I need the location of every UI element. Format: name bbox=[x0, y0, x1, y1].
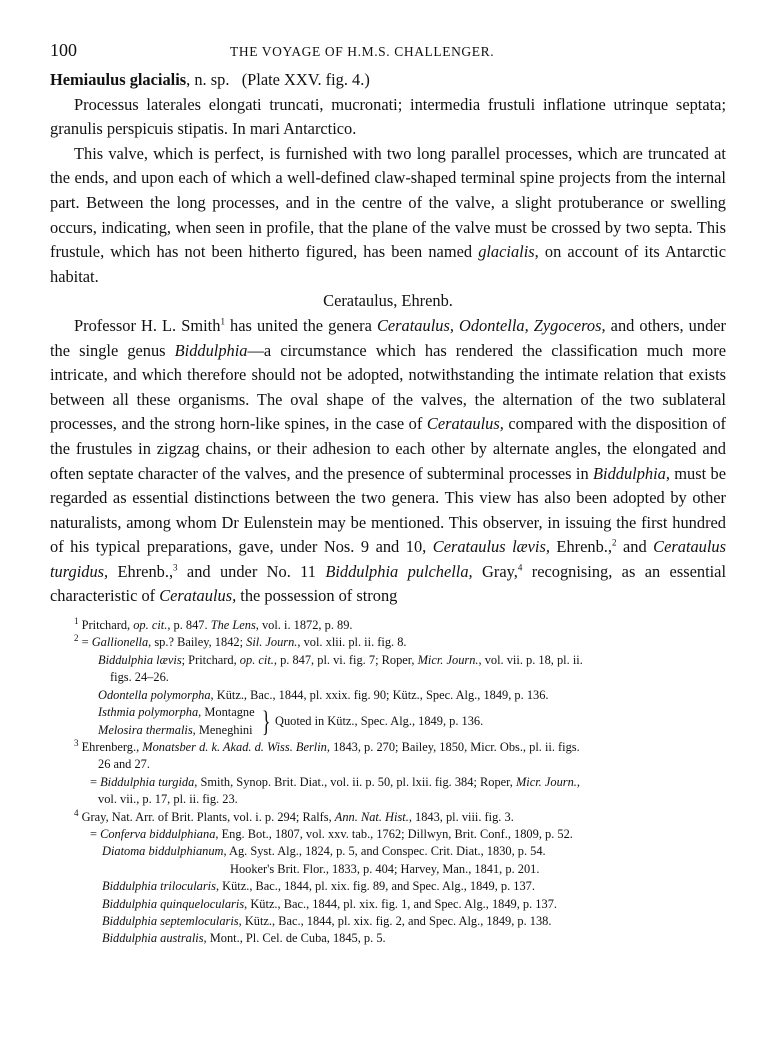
italic-run: Biddulphia, bbox=[593, 463, 670, 483]
fn-text: = bbox=[90, 774, 101, 789]
footnote-line bbox=[50, 652, 726, 669]
footnotes bbox=[50, 617, 726, 948]
fn-italic: Biddulphia lævis bbox=[98, 652, 182, 667]
text-run: and under No. 11 bbox=[177, 561, 326, 581]
fn-italic: Micr. Journ. bbox=[515, 774, 577, 789]
text-run: compared with the disposition of the frustules in zigzag chains, or their adhesion to each other by alternate angles, the elongated and often septate character of the valves, and the presence of subterminal processes in bbox=[50, 414, 726, 483]
footnote-ref-1[interactable]: 1 bbox=[220, 316, 225, 327]
fn-italic: Sil. Journ. bbox=[246, 635, 298, 650]
italic-run: Cerataulus lævis, bbox=[432, 537, 550, 557]
footnote-1 bbox=[50, 617, 726, 634]
fn-text: , Mont., Pl. Cel. de Cuba, 1845, p. 5. bbox=[203, 931, 386, 946]
fn-italic: Micr. Journ. bbox=[417, 652, 479, 667]
fn-text: , Ag. Syst. Alg., 1824, p. 5, and Conspec. Crit. Diat., 1830, p. 54. bbox=[223, 844, 546, 859]
fn-text: , 1843, p. 270; Bailey, 1850, Micr. Obs., pl. ii. figs. bbox=[326, 739, 580, 754]
species-suffix: , n. sp. bbox=[186, 70, 230, 89]
fn-text: , Meneghini bbox=[192, 722, 253, 737]
footnote-number: 3 bbox=[74, 737, 79, 748]
footnote-line bbox=[50, 634, 726, 651]
fn-italic: Biddulphia quinquelocularis bbox=[102, 896, 245, 911]
footnote-line bbox=[50, 809, 726, 826]
fn-italic: Diatoma biddulphianum bbox=[102, 844, 224, 859]
text-run: recognising, as an essential characteristic of bbox=[50, 561, 727, 606]
fn-text: , Kütz., Bac., 1844, pl. xix. fig. 2, and Spec. Alg., 1849, p. 138. bbox=[238, 913, 552, 928]
footnote-ref-4[interactable]: 4 bbox=[517, 562, 523, 573]
footnote-ref-2[interactable]: 2 bbox=[611, 537, 617, 548]
footnote-2 bbox=[50, 634, 726, 738]
italic-run: Cerataulus turgidus, bbox=[50, 537, 727, 581]
plate-reference: (Plate XXV. fig. 4.) bbox=[241, 70, 370, 89]
footnote-brace-group bbox=[50, 704, 726, 739]
fn-italic: The Lens bbox=[210, 618, 256, 633]
genus-name: Cerataulus bbox=[323, 291, 394, 311]
footnote-line bbox=[50, 739, 726, 756]
footnote-line bbox=[50, 878, 726, 895]
fn-text: , vol. i. 1872, p. 89. bbox=[255, 618, 353, 633]
fn-text: , sp.? Bailey, 1842; bbox=[148, 635, 247, 650]
fn-text: , Montagne bbox=[198, 705, 255, 720]
genus-heading bbox=[50, 289, 726, 314]
fn-italic: op. cit. bbox=[133, 618, 168, 633]
latin-description: Processus laterales elongati truncati, mucronati; intermedia frustuli inflatione utrinque septata; granulis perspicuis stipatis. In mari Antarctico. bbox=[50, 94, 726, 139]
footnote-3 bbox=[50, 739, 726, 809]
fn-text: = bbox=[81, 635, 92, 650]
species-heading bbox=[50, 68, 726, 93]
fn-text: Ehrenberg., bbox=[81, 739, 143, 754]
page bbox=[50, 40, 726, 948]
text-run: Ehrenb., bbox=[108, 561, 174, 581]
brace-left bbox=[98, 704, 255, 739]
genus-authority: , Ehrenb. bbox=[393, 291, 453, 311]
main-paragraph bbox=[50, 314, 726, 609]
footnote-line bbox=[98, 704, 255, 721]
footnote-line bbox=[50, 930, 726, 947]
text-run: Ehrenb., bbox=[549, 537, 612, 557]
fn-italic: Odontella polymorpha bbox=[98, 687, 211, 702]
footnote-line: 26 and 27. bbox=[98, 757, 150, 772]
fn-text: , bbox=[576, 774, 580, 789]
fn-text: , Kütz., Bac., 1844, pl. xix. fig. 1, and Spec. Alg., 1849, p. 137. bbox=[244, 896, 557, 911]
text-run: the possession of strong bbox=[236, 586, 398, 606]
running-head: THE VOYAGE OF H.M.S. CHALLENGER. bbox=[230, 44, 495, 59]
fn-italic: op. cit. bbox=[239, 652, 274, 667]
italic-run: Cerataulus, bbox=[426, 414, 504, 434]
text-run: has united the genera bbox=[224, 315, 377, 335]
italic-run: Biddulphia bbox=[174, 340, 248, 360]
fn-italic: Biddulphia australis bbox=[102, 931, 204, 946]
footnote-line bbox=[50, 826, 726, 843]
description-text: This valve, which is perfect, is furnished with two long parallel processes, which are truncated at the ends, and upon each of which a well-defined claw-shaped terminal spine projects from the internal part. Between the long processes, and in the centre of the valve, a slight protuberance or swelling occurs, indicating, when seen in profile, that the plane of the valve must be crossed by two septa. This frustule, which has not been hitherto figured, has been named bbox=[50, 143, 726, 262]
footnote-number: 4 bbox=[74, 807, 79, 818]
footnote-ref-3[interactable]: 3 bbox=[173, 562, 178, 573]
footnote-line bbox=[50, 896, 726, 913]
fn-text: , vol. vii. p. 18, pl. ii. bbox=[478, 652, 583, 667]
text-run: —a circumstance which has rendered the classification much more intricate, and which therefore should not be adopted, notwithstanding the intimate relation that exists between all these organisms. The oval shape of the valves, the alternation of the two sublateral processes, and the strong horn-like spines, in the case of bbox=[50, 340, 726, 434]
text-run: Gray, bbox=[472, 561, 518, 581]
footnote-line bbox=[50, 913, 726, 930]
fn-text: Pritchard, bbox=[81, 618, 134, 633]
footnote-line bbox=[98, 722, 255, 739]
fn-italic: Biddulphia trilocularis bbox=[102, 879, 216, 894]
text-run: and others, under the single genus bbox=[50, 315, 727, 360]
body-text bbox=[50, 68, 726, 609]
footnote-line: figs. 24–26. bbox=[110, 670, 169, 685]
fn-italic: Melosira thermalis bbox=[98, 722, 193, 737]
fn-italic: Biddulphia septemlocularis bbox=[102, 913, 239, 928]
fn-italic: Ann. Nat. Hist. bbox=[334, 809, 409, 824]
fn-text: , vol. xlii. pl. ii. fig. 8. bbox=[297, 635, 407, 650]
text-run: must be regarded as essential distinctions between the two genera. This view has also been adopted by other naturalists, among whom Dr Eulenstein may be mentioned. This observer, in issuing the first hundred of his typical preparations, gave, under Nos. 9 and 10, bbox=[50, 463, 726, 557]
fn-italic: Isthmia polymorpha bbox=[98, 705, 199, 720]
description-text-end: , on account of its Antarctic habitat. bbox=[50, 242, 726, 286]
fn-italic: Monatsber d. k. Akad. d. Wiss. Berlin bbox=[142, 739, 327, 754]
description-paragraph bbox=[50, 142, 726, 290]
fn-text: ; Pritchard, bbox=[181, 652, 240, 667]
fn-text: , Eng. Bot., 1807, vol. xxv. tab., 1762; Dillwyn, Brit. Conf., 1809, p. 52. bbox=[215, 826, 573, 841]
species-epithet: glacialis bbox=[478, 242, 535, 262]
fn-text: Quoted in Kütz., Spec. Alg., 1849, p. 136. bbox=[275, 713, 484, 728]
footnote-number: 2 bbox=[74, 633, 79, 644]
fn-text: , 1843, pl. viii. fig. 3. bbox=[408, 809, 514, 824]
fn-text: Gray, Nat. Arr. of Brit. Plants, vol. i. p. 294; Ralfs, bbox=[81, 809, 335, 824]
fn-text: = bbox=[90, 826, 101, 841]
fn-text: , Smith, Synop. Brit. Diat., vol. ii. p. 50, pl. lxii. fig. 384; Roper, bbox=[194, 774, 516, 789]
italic-run: Biddulphia pulchella, bbox=[325, 561, 473, 581]
fn-italic: Biddulphia turgida bbox=[100, 774, 195, 789]
italic-run: Cerataulus, Odontella, Zygoceros, bbox=[376, 315, 606, 335]
footnote-4 bbox=[50, 809, 726, 948]
text-run: and bbox=[616, 537, 654, 557]
footnote-line bbox=[50, 843, 726, 860]
fn-text: , p. 847, pl. vi. fig. 7; Roper, bbox=[273, 652, 418, 667]
fn-text: , p. 847. bbox=[167, 618, 211, 633]
page-header bbox=[50, 40, 726, 64]
footnote-line bbox=[50, 774, 726, 791]
page-number: 100 bbox=[50, 40, 77, 60]
species-name: Hemiaulus glacialis bbox=[50, 70, 187, 89]
italic-run: Cerataulus, bbox=[159, 586, 237, 606]
fn-text: , Kütz., Bac., 1844, pl. xix. fig. 89, and Spec. Alg., 1849, p. 137. bbox=[215, 879, 535, 894]
brace-icon: } bbox=[261, 704, 271, 738]
footnote-line: Hooker's Brit. Flor., 1833, p. 404; Harvey, Man., 1841, p. 201. bbox=[230, 861, 540, 876]
fn-italic: Conferva biddulphiana bbox=[100, 826, 216, 841]
fn-text: , Kütz., Bac., 1844, pl. xxix. fig. 90; Kütz., Spec. Alg., 1849, p. 136. bbox=[210, 687, 549, 702]
fn-italic: Gallionella bbox=[91, 635, 149, 650]
footnote-number: 1 bbox=[74, 615, 79, 626]
footnote-line bbox=[50, 687, 726, 704]
text-run: Professor H. L. Smith bbox=[74, 315, 221, 335]
footnote-line: vol. vii., p. 17, pl. ii. fig. 23. bbox=[98, 792, 238, 807]
